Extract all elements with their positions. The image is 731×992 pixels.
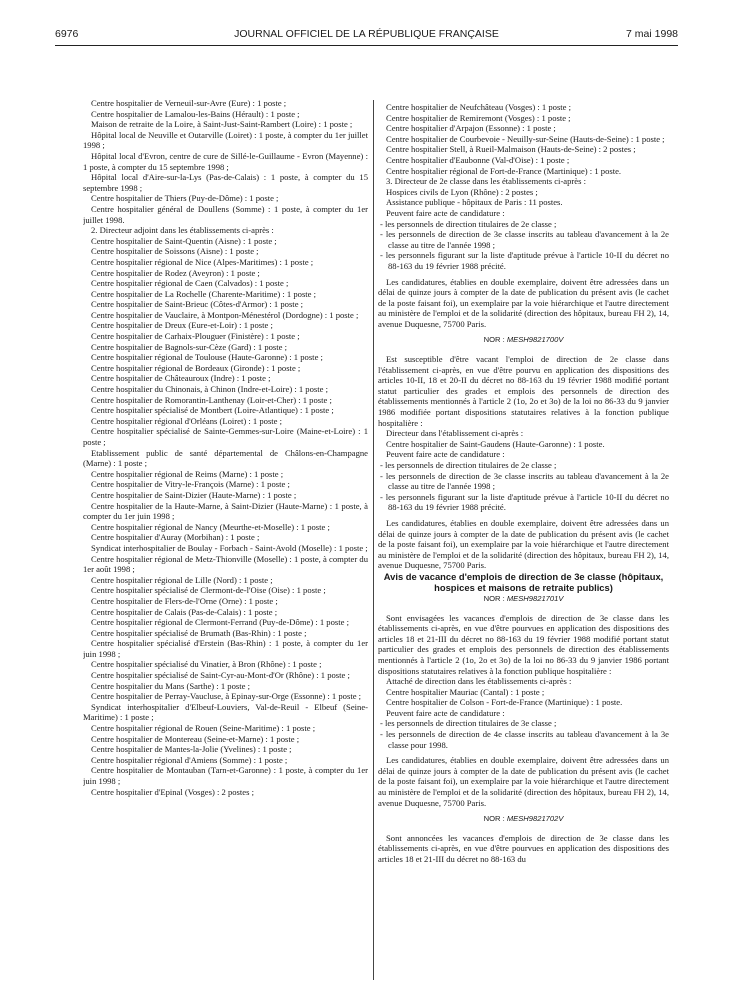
candidate-item: - les personnels de direction de 3e classe inscrits au tableau d'avancement à la 2e classe au titre de l'année 1998 ;	[380, 229, 669, 250]
list-item: Centre hospitalier de Carhaix-Plouguer (Finistère) : 1 poste ;	[91, 331, 300, 342]
candidate-item: - les personnels de direction titulaires de 3e classe ;	[380, 718, 557, 729]
notice-2-intro: Est susceptible d'être vacant l'emploi de direction de 2e classe dans l'établissement ci-après, en vue d'être pourvu en application des dispositions des articles 10-II, 18 et 20-II du décret no 88-163 du 19 février 1988 modifié portant statut particulier des grades et emplois des personnels de direction des établissements mentionnés à l'article 2 (1o, 2o et 3o) de la loi no 86-33 du 9 janvier 1986 modifiée portant dispositions statutaires relatives à la fonction publique hospitalière :	[378, 354, 669, 428]
list-item: Directeur dans l'établissement ci-après :	[386, 428, 524, 439]
list-item: Hôpital local de Neuville et Outarville (Loiret) : 1 poste, à compter du 1er juillet 1998 ;	[83, 129, 368, 151]
left-column	[83, 98, 368, 988]
list-item: Centre hospitalier régional de Metz-Thionville (Moselle) : 1 poste, à compter du 1er août 1998 ;	[83, 553, 368, 575]
list-item: Centre hospitalier de Romorantin-Lanthenay (Loir-et-Cher) : 1 poste ;	[91, 394, 332, 405]
list-item: Centre hospitalier de Courbevoie - Neuilly-sur-Seine (Hauts-de-Seine) : 1 poste ;	[386, 133, 665, 144]
continued-list	[378, 102, 669, 219]
list-item: 2. Directeur adjoint dans les établissements ci-après :	[91, 225, 274, 236]
list-item: Centre hospitalier spécialisé de Sainte-Gemmes-sur-Loire (Maine-et-Loire) : 1 poste ;	[83, 426, 368, 447]
list-item: Centre hospitalier de Neufchâteau (Vosges) : 1 poste ;	[386, 102, 572, 112]
list-item: Attaché de direction dans les établissements ci-après :	[386, 676, 572, 687]
list-item: Centre hospitalier de Flers-de-l'Orne (Orne) : 1 poste ;	[91, 595, 278, 606]
list-item: Centre hospitalier de Remiremont (Vosges) : 1 poste ;	[386, 112, 571, 123]
list-item: Centre hospitalier spécialisé du Vinatier, à Bron (Rhône) : 1 poste ;	[91, 659, 322, 670]
list-item: Assistance publique - hôpitaux de Paris : 11 postes.	[386, 197, 563, 208]
list-item: Maison de retraite de la Loire, à Saint-Just-Saint-Rambert (Loire) : 1 poste ;	[91, 119, 353, 130]
candidate-item: - les personnels de direction de 4e classe inscrits au tableau d'avancement à la 3e classe pour 1998.	[380, 729, 669, 750]
list-item: Centre hospitalier spécialisé d'Erstein (Bas-Rhin) : 1 poste, à compter du 1er juin 1998 ;	[83, 638, 368, 659]
list-item: Centre hospitalier de Vitry-le-François (Marne) : 1 poste ;	[91, 479, 290, 490]
list-item: Centre hospitalier de Saint-Brieuc (Côtes-d'Armor) : 1 poste ;	[91, 299, 304, 310]
list-item: Centre hospitalier de Montauban (Tarn-et-Garonne) : 1 poste, à compter du 1er juin 1998 ;	[83, 765, 368, 786]
list-item: Centre hospitalier régional de Toulouse (Haute-Garonne) : 1 poste ;	[91, 352, 323, 363]
list-item: Centre hospitalier de Dreux (Eure-et-Loir) : 1 poste ;	[91, 320, 273, 331]
list-item: Centre hospitalier de Vauclaire, à Montpon-Ménestérol (Dordogne) : 1 poste ;	[91, 309, 359, 320]
list-item: Centre hospitalier d'Auray (Morbihan) : 1 poste ;	[91, 532, 260, 543]
list-item: Centre hospitalier régional d'Orléans (Loiret) : 1 poste ;	[91, 415, 283, 426]
header-rule	[55, 45, 678, 46]
list-item: Centre hospitalier général de Doullens (Somme) : 1 poste, à compter du 1er juillet 1998.	[83, 203, 368, 225]
candidate-item: - les personnels figurant sur la liste d'aptitude prévue à l'article 10-II du décret no 88-163 du 19 février 1988 précité.	[380, 250, 669, 271]
candidates-list-2	[378, 460, 669, 513]
list-item: Hospices civils de Lyon (Rhône) : 2 postes ;	[386, 186, 538, 197]
nor-reference-1: NOR : MESH9821700V	[483, 335, 564, 345]
list-item: Centre hospitalier de Saint-Gaudens (Haute-Garonne) : 1 poste.	[386, 438, 605, 449]
list-item: Centre hospitalier de Châteauroux (Indre) : 1 poste ;	[91, 373, 271, 384]
list-item: Centre hospitalier régional de Rouen (Seine-Maritime) : 1 poste ;	[91, 723, 316, 734]
list-item: Centre hospitalier de Perray-Vaucluse, à Epinay-sur-Orge (Essonne) : 1 poste ;	[91, 691, 362, 702]
list-item: Centre hospitalier de Verneuil-sur-Avre (Eure) : 1 poste ;	[91, 98, 287, 108]
candidate-item: - les personnels de direction titulaires de 2e classe ;	[380, 460, 557, 470]
list-item: Centre hospitalier de Saint-Quentin (Aisne) : 1 poste ;	[91, 235, 277, 246]
candidate-item: - les personnels figurant sur la liste d'aptitude prévue à l'article 10-II du décret no 88-163 du 19 février 1988 précité.	[380, 491, 669, 513]
list-item: Centre hospitalier d'Eaubonne (Val-d'Oise) : 1 poste ;	[386, 154, 570, 165]
notice-4-intro: Sont annoncées les vacances d'emplois de direction de 3e classe dans les établissements ci-après, en vue d'être pourvues en application des dispositions des articles 18 et 21-III du décret no 88-163 du	[378, 832, 669, 864]
list-item: Centre hospitalier spécialisé de Brumath (Bas-Rhin) : 1 poste ;	[91, 627, 307, 638]
list-item: Centre hospitalier du Chinonais, à Chinon (Indre-et-Loire) : 1 poste ;	[91, 384, 328, 395]
list-item: Centre hospitalier régional de Reims (Marne) : 1 poste ;	[91, 468, 284, 479]
list-item: Syndicat interhospitalier de Boulay - Forbach - Saint-Avold (Moselle) : 1 poste ;	[91, 542, 368, 553]
list-item: Centre hospitalier d'Arpajon (Essonne) : 1 poste ;	[386, 123, 556, 134]
list-item: Centre hospitalier de Mantes-la-Jolie (Yvelines) : 1 poste ;	[91, 744, 292, 755]
section-heading: Avis de vacance d'emplois de direction de 3e classe (hôpitaux, hospices et maisons de retraite publics)	[383, 570, 664, 593]
nor-reference-4: NOR : MESH9821702V	[483, 814, 564, 824]
list-item: Centre hospitalier spécialisé de Montbert (Loire-Atlantique) : 1 poste ;	[91, 405, 334, 416]
page-header	[55, 28, 678, 42]
list-item: Centre hospitalier de Thiers (Puy-de-Dôme) : 1 poste ;	[91, 193, 279, 204]
list-item: Centre hospitalier de Rodez (Aveyron) : 1 poste ;	[91, 267, 260, 278]
right-column	[378, 102, 669, 992]
closing-paragraph-1: Les candidatures, établies en double exemplaire, doivent être adressées dans un délai de quinze jours à compter de la date de publication du présent avis (le cachet de la poste faisant foi), un exemplaire par la voie hiérarchique et l'autre directement au ministère de l'emploi et de la solidarité (direction des hôpitaux, bureau FH 2), 14, avenue Duquesne, 75700 Paris.	[378, 276, 669, 329]
candidates-list-1	[378, 219, 669, 272]
list-item: Centre hospitalier régional de Nice (Alpes-Maritimes) : 1 poste ;	[91, 256, 314, 267]
candidate-item: - les personnels de direction de 3e classe inscrits au tableau d'avancement à la 2e classe au titre de l'année 1998 ;	[380, 470, 669, 492]
list-item: Centre hospitalier de Montereau (Seine-et-Marne) : 1 poste ;	[91, 733, 300, 744]
column-divider	[373, 100, 374, 980]
list-item: Centre hospitalier régional d'Amiens (Somme) : 1 poste ;	[91, 754, 288, 765]
list-item: Centre hospitalier de Lamalou-les-Bains (Hérault) : 1 poste ;	[91, 108, 300, 119]
journal-title: JOURNAL OFFICIEL DE LA RÉPUBLIQUE FRANÇAISE	[234, 28, 499, 40]
list-item: Centre hospitalier de Saint-Dizier (Haute-Marne) : 1 poste ;	[91, 489, 297, 500]
closing-paragraph-3: Les candidatures, établies en double exemplaire, doivent être adressées dans un délai de quinze jours à compter de la date de publication du présent avis (le cachet de la poste faisant foi), un exemplaire par la voie hiérarchique et l'autre directement au ministère de l'emploi et de la solidarité (direction des hôpitaux, bureau FH 2), 14, avenue Duquesne, 75700 Paris.	[378, 755, 669, 808]
list-item: Etablissement public de santé départemental de Châlons-en-Champagne (Marne) : 1 poste ;	[83, 447, 368, 469]
list-item: Centre hospitalier régional de Lille (Nord) : 1 poste ;	[91, 574, 273, 585]
list-item: Centre hospitalier Stell, à Rueil-Malmaison (Hauts-de-Seine) : 2 postes ;	[386, 144, 636, 155]
list-item: Centre hospitalier de Bagnols-sur-Cèze (Gard) : 1 poste ;	[91, 341, 287, 352]
list-item: Hôpital local d'Evron, centre de cure de Sillé-le-Guillaume - Evron (Mayenne) : 1 poste, à compter du 15 septembre 1998 ;	[83, 150, 368, 172]
list-item: Centre hospitalier du Mans (Sarthe) : 1 poste ;	[91, 680, 250, 691]
candidate-item: - les personnels de direction titulaires de 2e classe ;	[380, 218, 557, 229]
page-number: 6976	[55, 28, 79, 40]
list-item: Peuvent faire acte de candidature :	[386, 449, 505, 460]
notice-2-lines	[378, 428, 669, 460]
list-item: Syndicat interhospitalier d'Elbeuf-Louviers, Val-de-Reuil - Elbeuf (Seine-Maritime) : 1 poste ;	[83, 701, 368, 723]
list-item: Centre hospitalier de la Haute-Marne, à Saint-Dizier (Haute-Marne) : 1 poste, à compter du 1er juin 1998 ;	[83, 500, 368, 522]
list-item: Centre hospitalier spécialisé de Clermont-de-l'Oise (Oise) : 1 poste ;	[91, 585, 326, 596]
candidates-list-3	[378, 718, 669, 750]
list-item: Centre hospitalier Mauriac (Cantal) : 1 poste ;	[386, 686, 545, 697]
list-item: 3. Directeur de 2e classe dans les établissements ci-après :	[386, 176, 586, 187]
list-item: Peuvent faire acte de candidature :	[386, 707, 505, 718]
list-item: Peuvent faire acte de candidature :	[386, 207, 505, 218]
list-item: Centre hospitalier régional de Clermont-Ferrand (Puy-de-Dôme) : 1 poste ;	[91, 617, 349, 628]
list-item: Centre hospitalier d'Epinal (Vosges) : 2 postes ;	[91, 786, 254, 797]
list-item: Centre hospitalier de La Rochelle (Charente-Maritime) : 1 poste ;	[91, 288, 317, 299]
list-item: Hôpital local d'Aire-sur-la-Lys (Pas-de-Calais) : 1 poste, à compter du 15 septembre 1998 ;	[83, 172, 368, 193]
list-item: Centre hospitalier régional de Nancy (Meurthe-et-Moselle) : 1 poste ;	[91, 521, 330, 532]
notice-3-intro: Sont envisagées les vacances d'emplois de direction de 3e classe dans les établissements ci-après, en vue d'être pourvues en application des dispositions des articles 18 et 21-III du décret no 88-163 du 19 février 1988 modifié portant statut particulier des grades et emplois des personnels de direction des établissements mentionnés à l'article 2 (1o, 2o et 3o) de la loi no 86-33 du 9 janvier 1986 portant dispositions statutaires relatives à la fonction publique hospitalière :	[378, 612, 669, 676]
nor-reference-3: NOR : MESH9821701V	[483, 593, 564, 603]
list-item: Centre hospitalier de Calais (Pas-de-Calais) : 1 poste ;	[91, 606, 278, 617]
list-item: Centre hospitalier de Soissons (Aisne) : 1 poste ;	[91, 246, 259, 257]
issue-date: 7 mai 1998	[626, 28, 678, 40]
closing-paragraph-2: Les candidatures, établies en double exemplaire, doivent être adressées dans un délai de quinze jours à compter de la date de publication du présent avis (le cachet de la poste faisant foi), un exemplaire par la voie hiérarchique et l'autre directement au ministère de l'emploi et de la solidarité (direction des hôpitaux, bureau FH 2), 14, avenue Duquesne, 75700 Paris.	[378, 517, 669, 571]
list-item: Centre hospitalier régional de Caen (Calvados) : 1 poste ;	[91, 278, 289, 289]
list-item: Centre hospitalier régional de Fort-de-France (Martinique) : 1 poste.	[386, 165, 622, 176]
list-item: Centre hospitalier régional de Bordeaux (Gironde) : 1 poste ;	[91, 362, 301, 373]
notice-3-lines	[378, 676, 669, 718]
list-item: Centre hospitalier de Colson - Fort-de-France (Martinique) : 1 poste.	[386, 697, 623, 708]
list-item: Centre hospitalier spécialisé de Saint-Cyr-au-Mont-d'Or (Rhône) : 1 poste ;	[91, 670, 350, 681]
